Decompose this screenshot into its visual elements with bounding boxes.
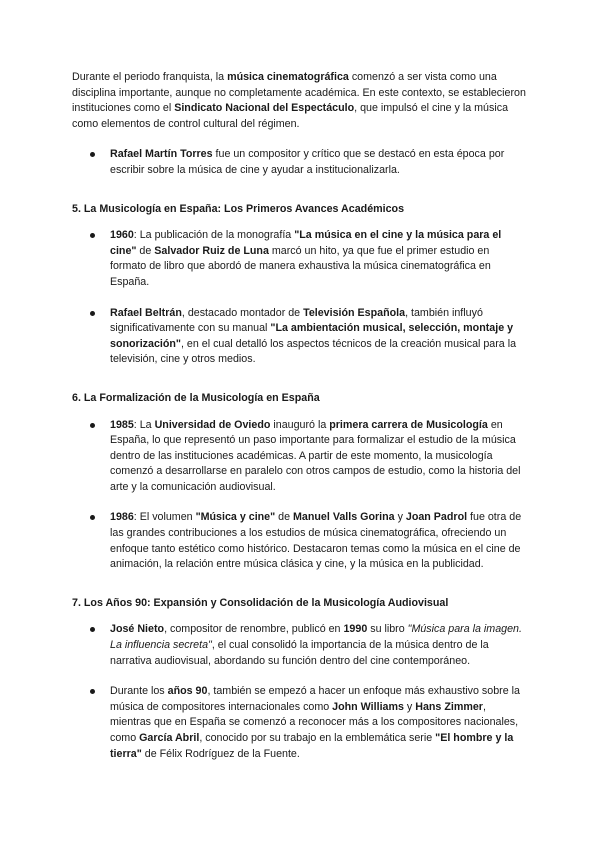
bullet-icon bbox=[90, 423, 95, 428]
intro-bullet-list bbox=[72, 147, 528, 178]
list-item: José Nieto, compositor de renombre, publicó en 1990 su libro "Música para la imagen. La influencia secreta", el cual consolidó la importancia de la música dentro de la narrativa audiovisual, abordando su función dentro del cine contemporáneo. bbox=[72, 622, 528, 669]
list-item: Durante los años 90, también se empezó a hacer un enfoque más exhaustivo sobre la música de compositores internacionales como John Williams y Hans Zimmer, mientras que en España se comenzó a reconocer más a los compositores nacionales, como García Abril, conocido por su trabajo en la emblemática serie "El hombre y la tierra" de Félix Rodríguez de la Fuente. bbox=[72, 684, 528, 762]
section-heading-6: 6. La Formalización de la Musicología en España bbox=[72, 391, 320, 404]
section-7-list bbox=[72, 622, 528, 762]
bold-text: Sindicato Nacional del Espectáculo bbox=[174, 102, 355, 115]
bold-text: Rafael Martín Torres bbox=[110, 148, 213, 161]
bullet-icon bbox=[90, 233, 95, 238]
bullet-icon bbox=[90, 627, 95, 632]
list-item: 1986: El volumen "Música y cine" de Manuel Valls Gorina y Joan Padrol fue otra de las grandes contribuciones a los estudios de música cinematográfica, ofreciendo un enfoque tanto estético como histórico. Destacaron temas como la música en el cine de animación, la relación entre música clásica y cine, y la música en la publicidad. bbox=[72, 510, 528, 572]
section-heading-7: 7. Los Años 90: Expansión y Consolidación de la Musicología Audiovisual bbox=[72, 596, 449, 609]
section-6-list bbox=[72, 418, 528, 573]
bullet-icon bbox=[90, 689, 95, 694]
list-item: 1960: La publicación de la monografía "La música en el cine y la música para el cine" de Salvador Ruiz de Luna marcó un hito, ya que fue el primer estudio en formato de libro que abordó de manera exhaustiva la música cinematográfica en España. bbox=[72, 228, 528, 290]
list-item: 1985: La Universidad de Oviedo inauguró la primera carrera de Musicología en España, lo que representó un paso importante para formalizar el estudio de la música dentro de las instituciones académicas. A partir de este momento, la musicología comenzó a desarrollarse en paralelo con otros campos de estudio, como la historia del arte y la comunicación audiovisual. bbox=[72, 418, 528, 496]
bullet-icon bbox=[90, 152, 95, 157]
intro-paragraph: Durante el periodo franquista, la música cinematográfica comenzó a ser vista como una disciplina importante, aunque no completamente académica. En este contexto, se establecieron instituciones como el Sindicato Nacional del Espectáculo, que impulsó el cine y la música como elementos de control cultural del régimen. bbox=[72, 71, 526, 130]
list-item: Rafael Beltrán, destacado montador de Televisión Española, también influyó significativamente con su manual "La ambientación musical, selección, montaje y sonorización", en el cual detalló los aspectos técnicos de la creación musical para la televisión, cine y otros medios. bbox=[72, 306, 528, 368]
list-item: Rafael Martín Torres fue un compositor y crítico que se destacó en esta época por escribir sobre la música de cine y ayudar a institucionalizarla. bbox=[72, 147, 528, 178]
bullet-icon bbox=[90, 515, 95, 520]
section-5-list bbox=[72, 228, 528, 368]
document-page bbox=[72, 70, 528, 762]
bullet-icon bbox=[90, 311, 95, 316]
bold-text: música cinematográfica bbox=[227, 71, 349, 83]
section-heading-5: 5. La Musicología en España: Los Primeros Avances Académicos bbox=[72, 202, 405, 215]
